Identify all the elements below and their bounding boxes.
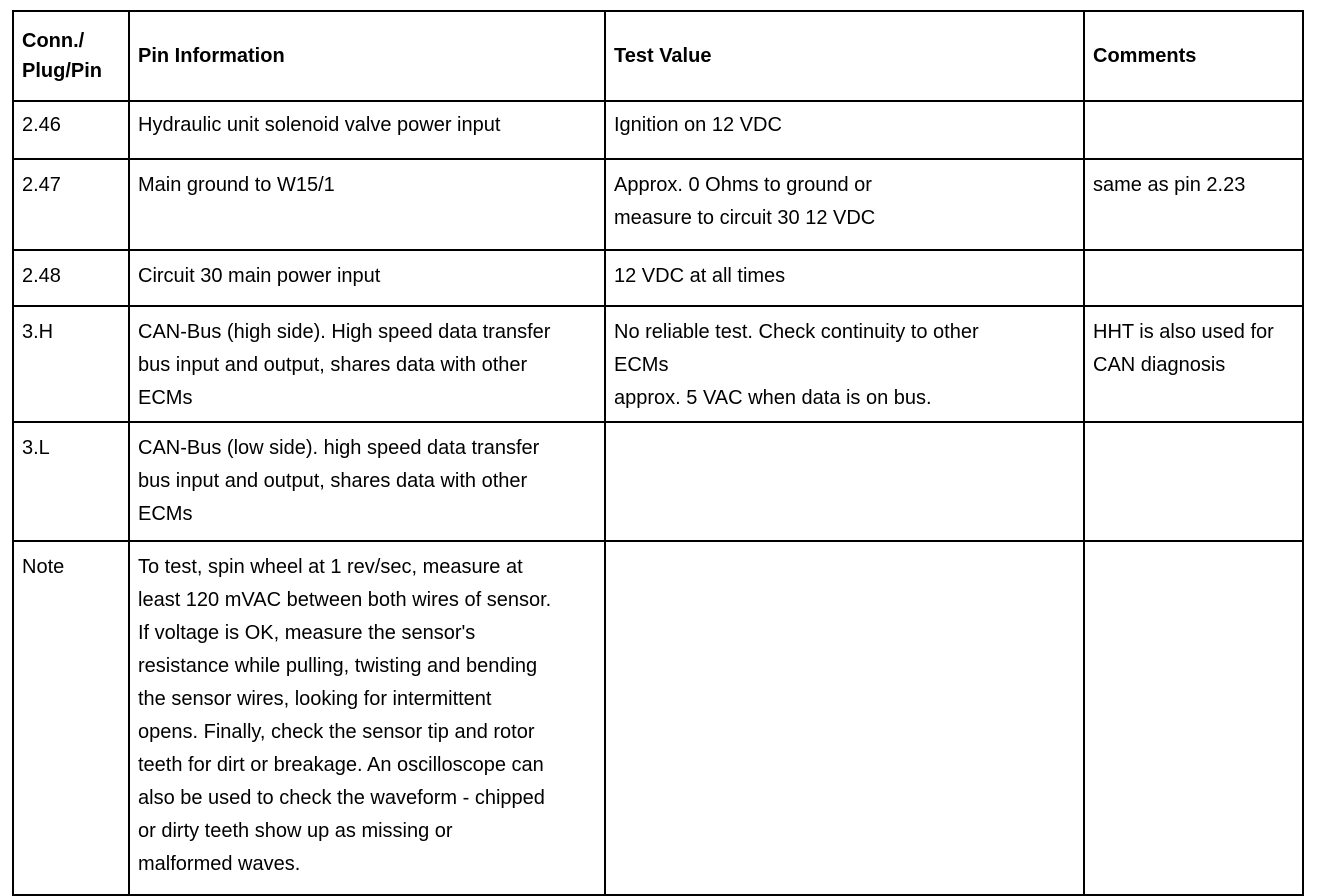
comment-cell: [1084, 101, 1303, 159]
table-row: [13, 101, 1303, 159]
pin-info-cell: Circuit 30 main power input: [129, 250, 605, 306]
test-value-cell: No reliable test. Check continuity to other ECMs approx. 5 VAC when data is on bus.: [605, 306, 1084, 422]
table-header-row: [13, 11, 1303, 101]
comment-cell: [1084, 250, 1303, 306]
pin-info-cell: CAN-Bus (low side). high speed data transfer bus input and output, shares data with other ECMs: [129, 422, 605, 541]
note-text-cell: To test, spin wheel at 1 rev/sec, measure at least 120 mVAC between both wires of sensor. If voltage is OK, measure the sensor's resistance while pulling, twisting and bending the sensor wires, looking for intermittent opens. Finally, check the sensor tip and rotor teeth for dirt or breakage. An oscilloscope can also be used to check the waveform - chipped or dirty teeth show up as missing or malformed waves.: [129, 541, 605, 895]
header-pin-information: Pin Information: [129, 11, 605, 101]
pin-cell: 2.46: [13, 101, 129, 159]
test-value-cell: 12 VDC at all times: [605, 250, 1084, 306]
test-value-cell: [605, 422, 1084, 541]
comment-cell: HHT is also used for CAN diagnosis: [1084, 306, 1303, 422]
test-value-cell: [605, 541, 1084, 895]
pin-cell: 3.L: [13, 422, 129, 541]
note-label-cell: Note: [13, 541, 129, 895]
pin-cell: 2.48: [13, 250, 129, 306]
pin-info-cell: CAN-Bus (high side). High speed data transfer bus input and output, shares data with other ECMs: [129, 306, 605, 422]
test-value-cell: Ignition on 12 VDC: [605, 101, 1084, 159]
header-conn-plug-pin: Conn./ Plug/Pin: [13, 11, 129, 101]
header-comments: Comments: [1084, 11, 1303, 101]
header-test-value: Test Value: [605, 11, 1084, 101]
table-row: [13, 159, 1303, 250]
comment-cell: [1084, 541, 1303, 895]
pin-info-cell: Main ground to W15/1: [129, 159, 605, 250]
pin-cell: 3.H: [13, 306, 129, 422]
table-row: [13, 422, 1303, 541]
pin-information-table: [12, 10, 1304, 896]
table-row: [13, 250, 1303, 306]
test-value-cell: Approx. 0 Ohms to ground or measure to circuit 30 12 VDC: [605, 159, 1084, 250]
pin-info-cell: Hydraulic unit solenoid valve power input: [129, 101, 605, 159]
comment-cell: same as pin 2.23: [1084, 159, 1303, 250]
table-row: [13, 306, 1303, 422]
pin-cell: 2.47: [13, 159, 129, 250]
comment-cell: [1084, 422, 1303, 541]
note-row: [13, 541, 1303, 895]
